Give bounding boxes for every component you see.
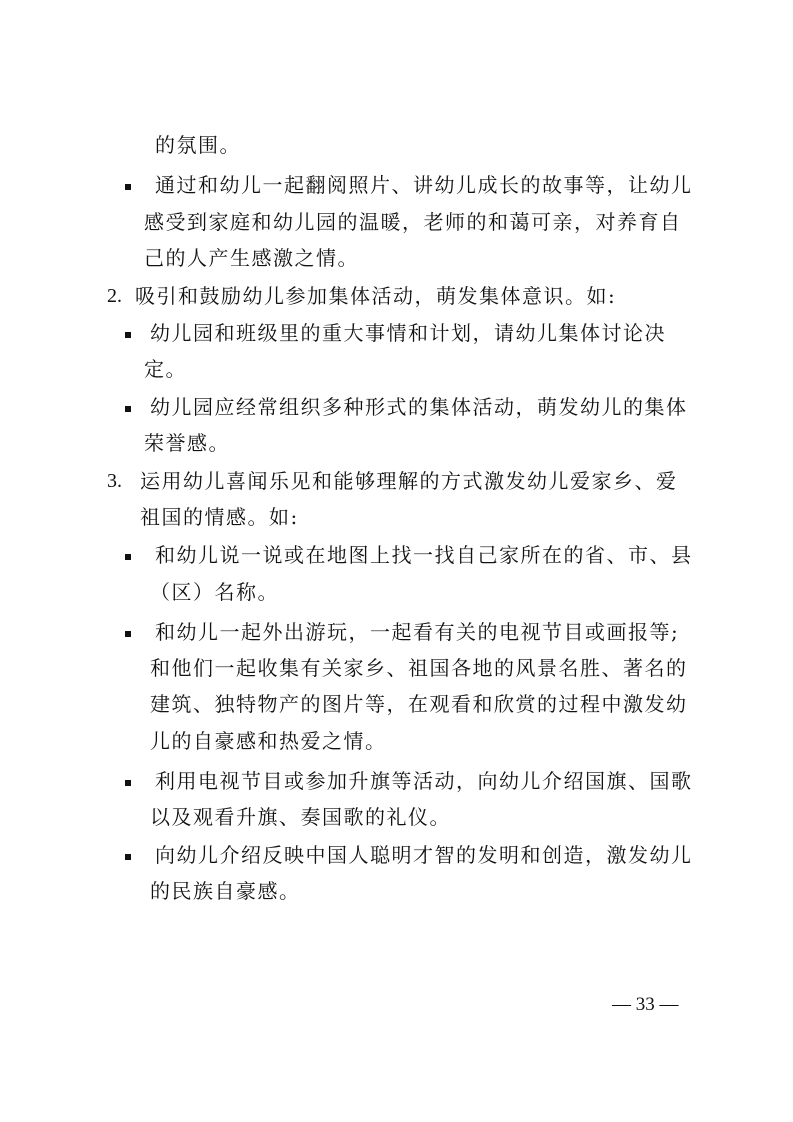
list-number: 3.	[107, 470, 122, 492]
text-line: 己的人产生感激之情。	[144, 246, 359, 270]
text-line: 运用幼儿喜闻乐见和能够理解的方式激发幼儿爱家乡、爱	[140, 469, 678, 493]
bullet-icon	[125, 332, 131, 338]
text-line: 幼儿园应经常组织多种形式的集体活动，萌发幼儿的集体	[150, 395, 688, 419]
text-line: 幼儿园和班级里的重大事情和计划，请幼儿集体讨论决	[150, 321, 666, 345]
text-line: 的民族自豪感。	[150, 879, 301, 903]
bullet-icon	[125, 554, 131, 560]
text-line: 和幼儿说一说或在地图上找一找自己家所在的省、市、县	[155, 543, 693, 567]
bullet-icon	[125, 854, 131, 860]
text-line: 通过和幼儿一起翻阅照片、讲幼儿成长的故事等，让幼儿	[155, 173, 693, 197]
text-line: 利用电视节目或参加升旗等活动，向幼儿介绍国旗、国歌	[155, 769, 693, 793]
text-line: 荣誉感。	[144, 431, 230, 455]
text-line: 向幼儿介绍反映中国人聪明才智的发明和创造，激发幼儿	[155, 843, 693, 867]
text-line: 定。	[144, 357, 187, 381]
text-line: 感受到家庭和幼儿园的温暖，老师的和蔼可亲，对养育自	[144, 210, 682, 234]
list-number: 2.	[107, 285, 122, 307]
text-line: 吸引和鼓励幼儿参加集体活动，萌发集体意识。如:	[135, 284, 617, 308]
text-line: 儿的自豪感和热爱之情。	[150, 729, 387, 753]
page-number: — 33 —	[612, 994, 679, 1015]
bullet-icon	[125, 184, 131, 190]
text-line: 建筑、独特物产的图片等，在观看和欣赏的过程中激发幼	[150, 692, 688, 716]
text-line: （区）名称。	[150, 580, 279, 604]
text-line: 以及观看升旗、奏国歌的礼仪。	[150, 805, 451, 829]
text-line: 和幼儿一起外出游玩，一起看有关的电视节目或画报等;	[155, 620, 680, 644]
bullet-icon	[125, 406, 131, 412]
text-line: 的氛围。	[155, 133, 241, 157]
text-line: 和他们一起收集有关家乡、祖国各地的风景名胜、著名的	[150, 656, 688, 680]
text-line: 祖国的情感。如:	[140, 505, 299, 529]
bullet-icon	[125, 631, 131, 637]
bullet-icon	[125, 780, 131, 786]
